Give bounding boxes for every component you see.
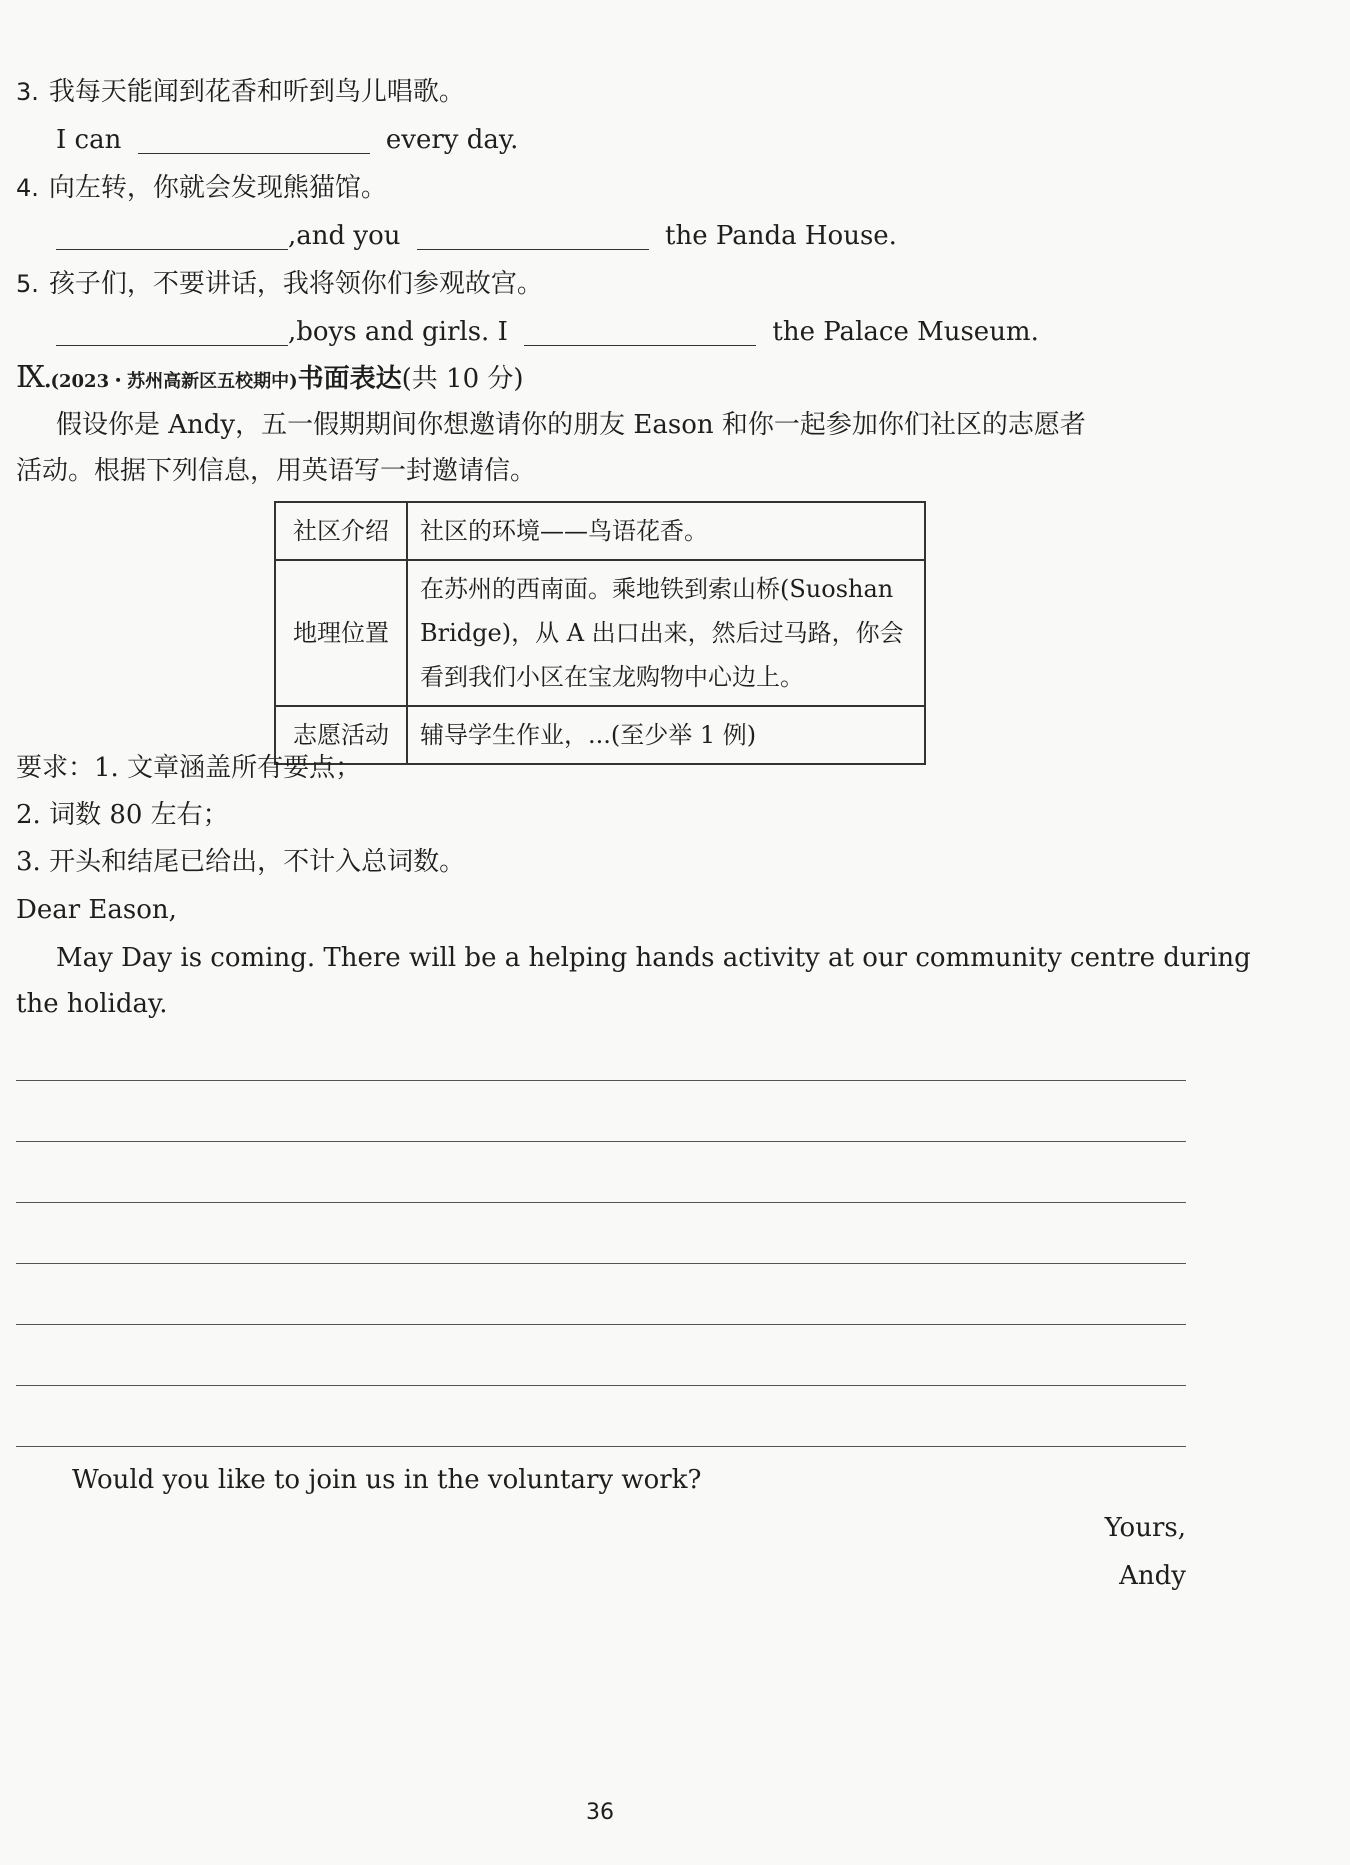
prompt-line-2: 活动。根据下列信息，用英语写一封邀请信。 xyxy=(16,456,537,486)
letter-signoff: Yours, xyxy=(1104,1513,1186,1543)
requirement-2: 2. 词数 80 左右； xyxy=(16,800,229,830)
answer-blank[interactable] xyxy=(417,221,649,250)
writing-line[interactable] xyxy=(16,1202,1186,1203)
requirement-1: 要求：1. 文章涵盖所有要点； xyxy=(16,753,362,783)
prompt-line-1: 假设你是 Andy，五一假期期间你想邀请你的朋友 Eason 和你一起参加你们社区的志愿者 xyxy=(56,410,1086,440)
letter-opening-line-1: May Day is coming. There will be a helping hands activity at our community centre during xyxy=(56,943,1251,973)
table-row xyxy=(275,502,925,560)
table-row xyxy=(275,706,925,764)
letter-opening-line-2: the holiday. xyxy=(16,989,168,1019)
letter-closing: Would you like to join us in the voluntary work? xyxy=(72,1465,702,1495)
table-row xyxy=(275,560,925,706)
letter-greeting: Dear Eason, xyxy=(16,895,177,925)
writing-line[interactable] xyxy=(16,1385,1186,1386)
table-value: 社区的环境——鸟语花香。 xyxy=(407,502,925,560)
info-table xyxy=(274,501,926,765)
writing-line[interactable] xyxy=(16,1324,1186,1325)
letter-signature: Andy xyxy=(1119,1561,1186,1591)
answer-blank[interactable] xyxy=(56,317,288,346)
section-heading: Ⅸ.(2023・苏州高新区五校期中)书面表达(共 10 分) xyxy=(16,360,524,395)
table-key: 地理位置 xyxy=(275,560,407,706)
answer-blank[interactable] xyxy=(524,317,756,346)
writing-line[interactable] xyxy=(16,1263,1186,1264)
item-4-english: ,and you the Panda House. xyxy=(56,216,897,256)
item-5-english: ,boys and girls. I the Palace Museum. xyxy=(56,312,1039,352)
table-value: 在苏州的西南面。乘地铁到索山桥(Suoshan Bridge)，从 A 出口出来，然后过马路，你会看到我们小区在宝龙购物中心边上。 xyxy=(407,560,925,706)
item-3-chinese: 3. 我每天能闻到花香和听到鸟儿唱歌。 xyxy=(16,77,465,107)
answer-blank[interactable] xyxy=(138,125,370,154)
answer-blank[interactable] xyxy=(56,221,288,250)
requirement-3: 3. 开头和结尾已给出，不计入总词数。 xyxy=(16,847,466,877)
item-3-english: I can every day. xyxy=(56,125,519,155)
table-key: 社区介绍 xyxy=(275,502,407,560)
table-value: 辅导学生作业，...(至少举 1 例) xyxy=(407,706,925,764)
page-number: 36 xyxy=(586,1800,614,1825)
writing-line[interactable] xyxy=(16,1446,1186,1447)
item-4-chinese: 4. 向左转，你就会发现熊猫馆。 xyxy=(16,173,387,203)
item-5-chinese: 5. 孩子们，不要讲话，我将领你们参观故宫。 xyxy=(16,269,543,299)
table-key: 志愿活动 xyxy=(275,706,407,764)
writing-line[interactable] xyxy=(16,1080,1186,1081)
writing-line[interactable] xyxy=(16,1141,1186,1142)
